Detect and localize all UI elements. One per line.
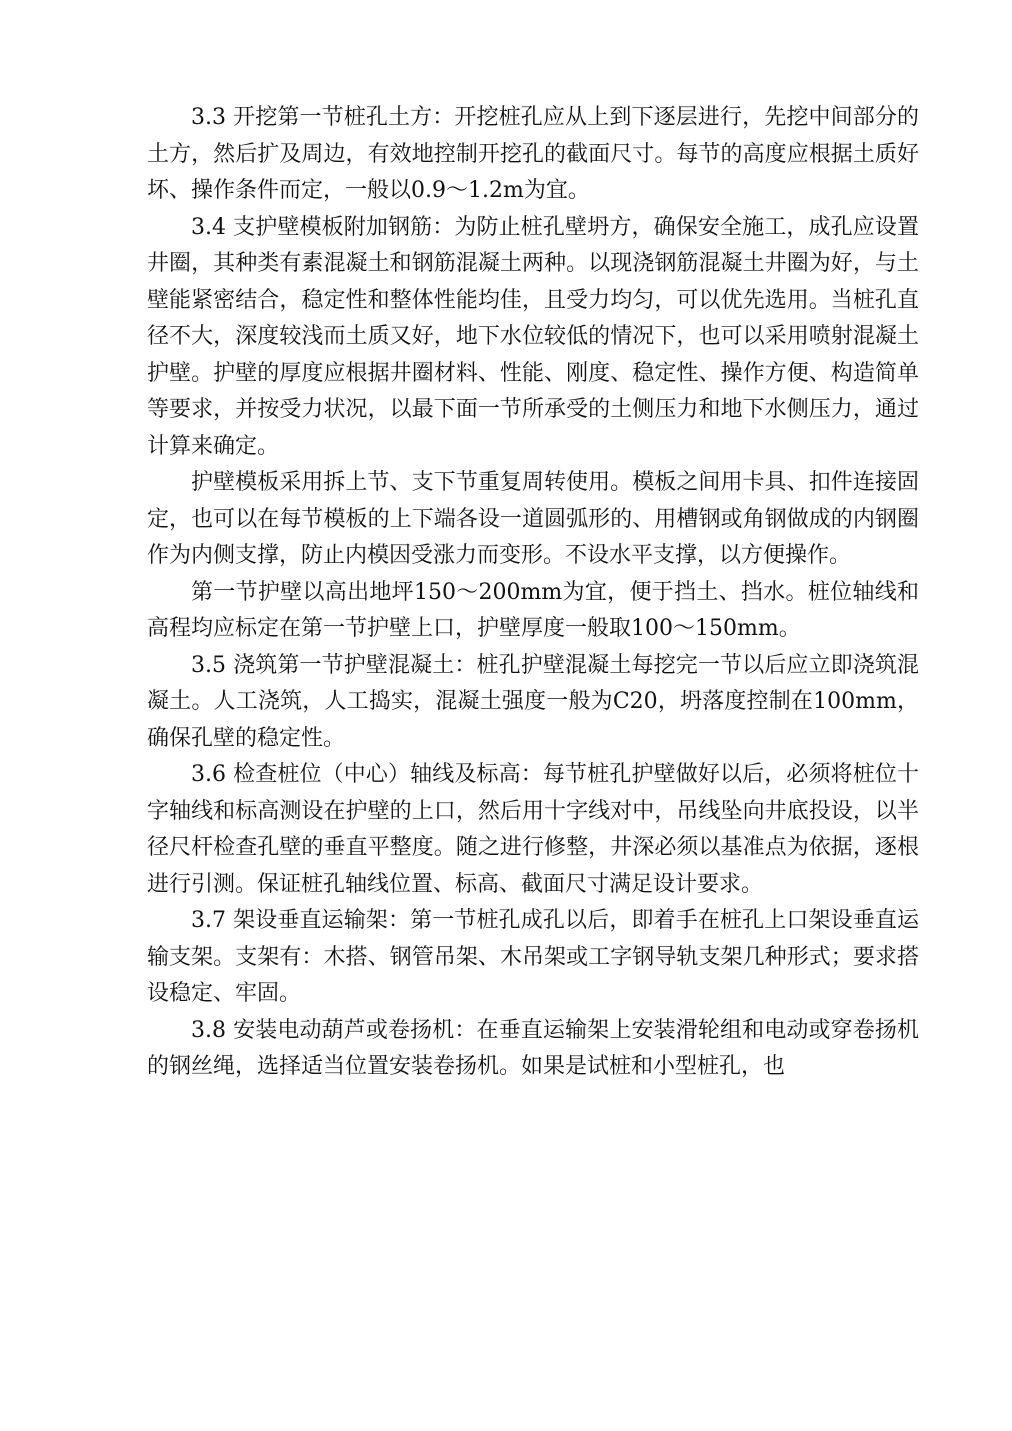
paragraph-3-6: 3.6 检查桩位（中心）轴线及标高：每节桩孔护壁做好以后，必须将桩位十字轴线和标高测设在护壁的上口，然后用十字线对中，吊线坠向井底投设，以半径尺杆检查孔壁的垂直平整度。随之进行修整，井深必须以基准点为依据，逐根进行引测。保证桩孔轴线位置、标高、截面尺寸满足设计要求。	[147, 762, 919, 897]
document-page	[147, 100, 919, 1086]
paragraph-3-4: 3.4 支护壁模板附加钢筋：为防止桩孔壁坍方，确保安全施工，成孔应设置井圈，其种类有素混凝土和钢筋混凝土两种。以现浇钢筋混凝土井圈为好，与土壁能紧密结合，稳定性和整体性能均佳，且受力均匀，可以优先选用。当桩孔直径不大，深度较浅而土质又好，地下水位较低的情况下，也可以采用喷射混凝土护壁。护壁的厚度应根据井圈材料、性能、刚度、稳定性、操作方便、构造简单等要求，并按受力状况，以最下面一节所承受的土侧压力和地下水侧压力，通过计算来确定。	[147, 214, 919, 459]
paragraph-3-7: 3.7 架设垂直运输架：第一节桩孔成孔以后，即着手在桩孔上口架设垂直运输支架。支架有：木搭、钢管吊架、木吊架或工字钢导轨支架几种形式；要求搭设稳定、牢固。	[147, 908, 919, 1006]
paragraph-3-8: 3.8 安装电动葫芦或卷扬机：在垂直运输架上安装滑轮组和电动或穿卷扬机的钢丝绳，选择适当位置安装卷扬机。如果是试桩和小型桩孔，也	[147, 1017, 919, 1079]
paragraph-formwork: 护壁模板采用拆上节、支下节重复周转使用。模板之间用卡具、扣件连接固定，也可以在每节模板的上下端各设一道圆弧形的、用槽钢或角钢做成的内钢圈作为内侧支撑，防止内模因受涨力而变形。不设水平支撑，以方便操作。	[147, 470, 919, 568]
paragraph-3-5: 3.5 浇筑第一节护壁混凝土：桩孔护壁混凝土每挖完一节以后应立即浇筑混凝土。人工浇筑，人工捣实，混凝土强度一般为C20，坍落度控制在100mm，确保孔壁的稳定性。	[147, 652, 919, 751]
paragraph-3-3: 3.3 开挖第一节桩孔土方：开挖桩孔应从上到下逐层进行，先挖中间部分的土方，然后扩及周边，有效地控制开挖孔的截面尺寸。每节的高度应根据土质好坏、操作条件而定，一般以0.9～1.2m为宜。	[147, 105, 919, 203]
paragraph-first-wall: 第一节护壁以高出地坪150～200mm为宜，便于挡土、挡水。桩位轴线和高程均应标定在第一节护壁上口，护壁厚度一般取100～150mm。	[147, 579, 919, 641]
